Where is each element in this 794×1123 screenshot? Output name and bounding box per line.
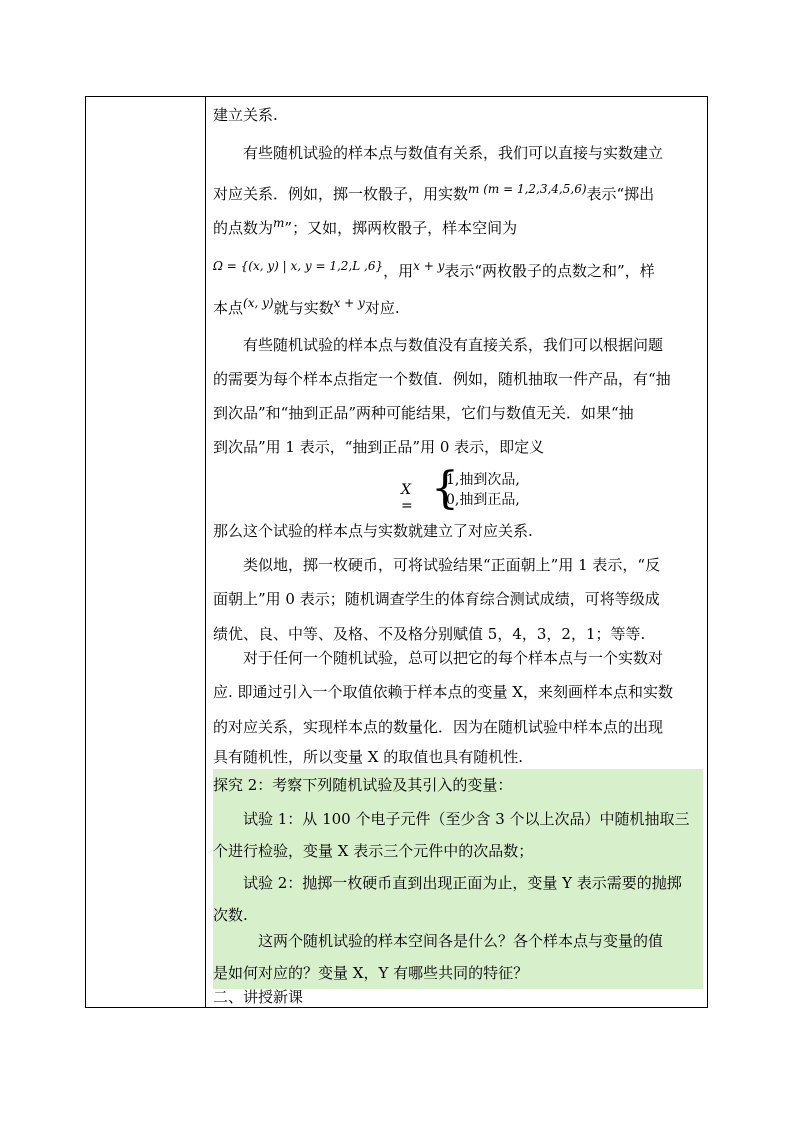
explore-trial2-line2: 次数. bbox=[213, 906, 248, 924]
para4-line2: 面朝上”用 0 表示；随机调查学生的体育综合测试成绩，可将等级成 bbox=[213, 590, 660, 608]
column-divider bbox=[205, 97, 206, 1007]
para1-line1: 有些随机试验的样本点与数值有关系，我们可以直接与实数建立 bbox=[243, 144, 664, 162]
lesson-table bbox=[85, 96, 708, 1008]
para4-line3: 绩优、良、中等、及格、不及格分别赋值 5，4，3，2，1；等等. bbox=[213, 625, 646, 643]
para2-line2: 的需要为每个样本点指定一个数值．例如，随机抽取一件产品，有“抽 bbox=[213, 370, 671, 388]
explore-trial2-line1: 试验 2：抛掷一枚硬币直到出现正面为止，变量 Y 表示需要的抛掷 bbox=[243, 874, 682, 892]
brace-symbol: { bbox=[431, 463, 459, 514]
para4-line1: 类似地，掷一枚硬币，可将试验结果“正面朝上”用 1 表示，“反 bbox=[243, 556, 661, 574]
para3: 那么这个试验的样本点与实数就建立了对应关系. bbox=[213, 522, 533, 540]
para5-line1: 对于任何一个随机试验，总可以把它的每个样本点与一个实数对 bbox=[243, 649, 664, 667]
explore-trial1-line1: 试验 1：从 100 个电子元件（至少含 3 个以上次品）中随机抽取三 bbox=[243, 810, 690, 828]
explore-title: 探究 2：考察下列随机试验及其引入的变量： bbox=[213, 776, 513, 794]
explore-question-line2: 是如何对应的？变量 X，Y 有哪些共同的特征？ bbox=[213, 964, 529, 982]
para1-line2: 对应关系．例如，掷一枚骰子，用实数$^{m (m = 1,2,3,4,5,6)}$表示“掷出 bbox=[213, 182, 655, 203]
para1-line3: 的点数为$^m$”；又如，掷两枚骰子，样本空间为 bbox=[213, 216, 518, 237]
para5-line3: 的对应关系，实现样本点的数量化．因为在随机试验中样本点的出现 bbox=[213, 718, 664, 736]
intro-line: 建立关系. bbox=[213, 106, 278, 124]
formula-case2: 0,抽到正品, bbox=[446, 492, 520, 508]
para2-line3: 到次品”和“抽到正品”两种可能结果，它们与数值无关．如果“抽 bbox=[213, 404, 634, 422]
para1-line5: 本点$^{(x, y)}$就与实数$^{x + y}$对应. bbox=[213, 296, 400, 317]
para2-line1: 有些随机试验的样本点与数值没有直接关系，我们可以根据问题 bbox=[243, 336, 664, 354]
para5-line2: 应. 即通过引入一个取值依赖于样本点的变量 X，来刻画样本点和实数 bbox=[213, 683, 673, 701]
formula-lhs: X = bbox=[401, 482, 413, 514]
explore-question-line1: 这两个随机试验的样本空间各是什么？各个样本点与变量的值 bbox=[258, 932, 664, 950]
explore-trial1-line2: 个进行检验，变量 X 表示三个元件中的次品数； bbox=[213, 842, 534, 860]
para1-line4: $^{\Omega = \{(x, y) | x, y = 1,2,L ,6\}}$，用$^{x + y}$表示“两枚骰子的点数之和”，样 bbox=[213, 259, 655, 280]
para2-line4: 到次品”用 1 表示，“抽到正品”用 0 表示，即定义 bbox=[213, 438, 545, 456]
section-heading: 二、讲授新课 bbox=[213, 988, 304, 1006]
para5-line4: 具有随机性，所以变量 X 的取值也具有随机性. bbox=[213, 748, 523, 766]
formula-case1: 1,抽到次品, bbox=[446, 472, 520, 488]
